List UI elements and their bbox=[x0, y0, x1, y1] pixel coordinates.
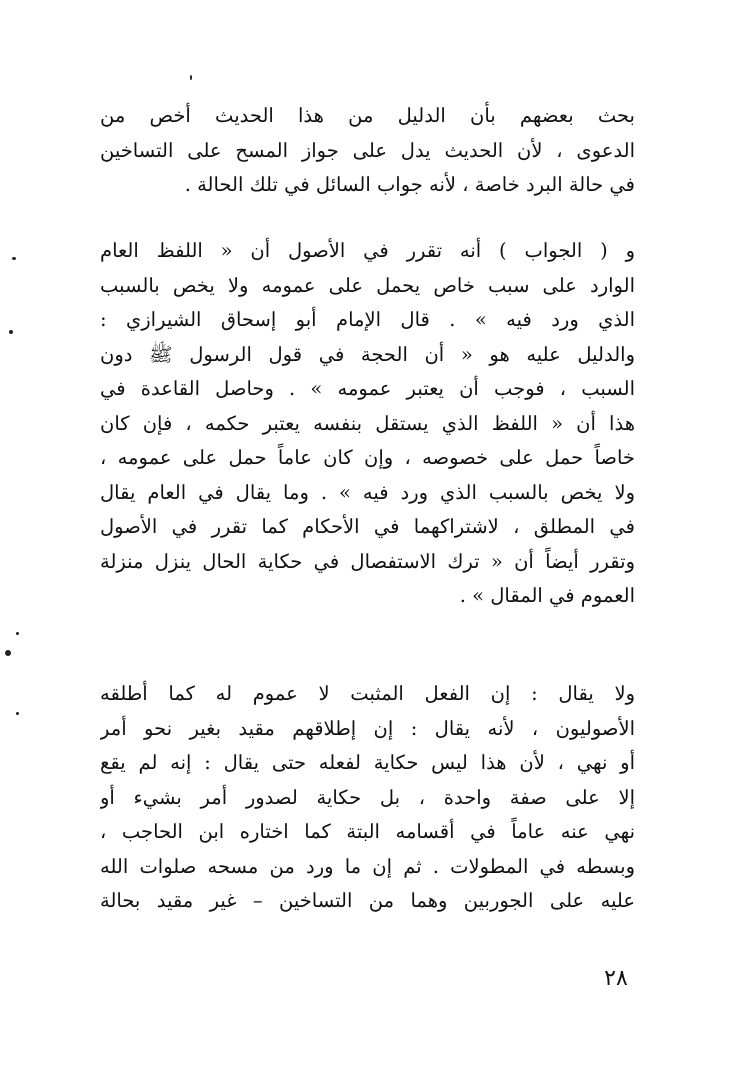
text-line: وتقرر أيضاً أن « ترك الاستفصال في حكاية الحال ينزل منزلة bbox=[100, 549, 635, 573]
text-line: بحث بعضهم بأن الدليل من هذا الحديث أخص من bbox=[100, 104, 635, 127]
scan-speck bbox=[12, 257, 16, 260]
text-line: خاصاً حمل على خصوصه ، وإن كان عاماً حمل على عمومه ، bbox=[100, 446, 635, 469]
text-line: الأصوليون ، لأنه يقال : إن إطلاقهم مقيد بغير نحو أمر bbox=[100, 716, 635, 740]
text-line: إلا على صفة واحدة ، بل حكاية لصدور أمر بشيء أو bbox=[100, 785, 635, 809]
text-line: وبسطه في المطولات . ثم إن ما ورد من مسحه صلوات الله bbox=[100, 854, 635, 878]
text-line: أو نهي ، لأن هذا ليس حكاية لفعله حتى يقال : إنه لم يقع bbox=[100, 751, 635, 774]
paragraph-1 bbox=[100, 99, 635, 203]
text-line: ولا يخص بالسبب الذي ورد فيه » . وما يقال في العام يقال bbox=[100, 480, 635, 504]
text-line: والدليل عليه هو « أن الحجة في قول الرسول ﷺ دون bbox=[100, 342, 635, 366]
scan-speck bbox=[16, 712, 19, 715]
text-line: العموم في المقال » . bbox=[459, 584, 635, 607]
text-line: في حالة البرد خاصة ، لأنه جواب السائل في تلك الحالة . bbox=[184, 173, 635, 196]
text-line: الوارد على سبب خاص يحمل على عمومه ولا يخص بالسبب bbox=[100, 273, 635, 297]
text-line: عليه على الجوربين وهما من التساخين – غير مقيد بحالة bbox=[100, 889, 635, 912]
text-line: نهي عنه عاماً في أقسامه البتة كما اختاره ابن الحاجب ، bbox=[100, 820, 635, 843]
paragraph-3 bbox=[100, 677, 635, 919]
text-line: هذا أن « اللفظ الذي يستقل بنفسه يعتبر حكمه ، فإن كان bbox=[100, 411, 635, 435]
scan-speck bbox=[16, 632, 19, 635]
page-number: ٢٨ bbox=[604, 966, 628, 991]
text-line: و ( الجواب ) أنه تقرر في الأصول أن « اللفظ العام bbox=[100, 239, 635, 262]
text-line: في المطلق ، لاشتراكهما في الأحكام كما تقرر في الأصول bbox=[100, 515, 635, 538]
scan-speck bbox=[5, 650, 11, 656]
paragraph-2 bbox=[100, 234, 635, 614]
text-line: الذي ورد فيه » . قال الإمام أبو إسحاق الشيرازي : bbox=[100, 308, 635, 331]
text-line: ولا يقال : إن الفعل المثبت لا عموم له كما أطلقه bbox=[100, 682, 635, 705]
scan-speck bbox=[190, 75, 192, 80]
text-line: السبب ، فوجب أن يعتبر عمومه » . وحاصل القاعدة في bbox=[100, 377, 635, 400]
text-line: الدعوى ، لأن الحديث يدل على جواز المسح على التساخين bbox=[100, 138, 635, 162]
scan-speck bbox=[9, 330, 13, 334]
